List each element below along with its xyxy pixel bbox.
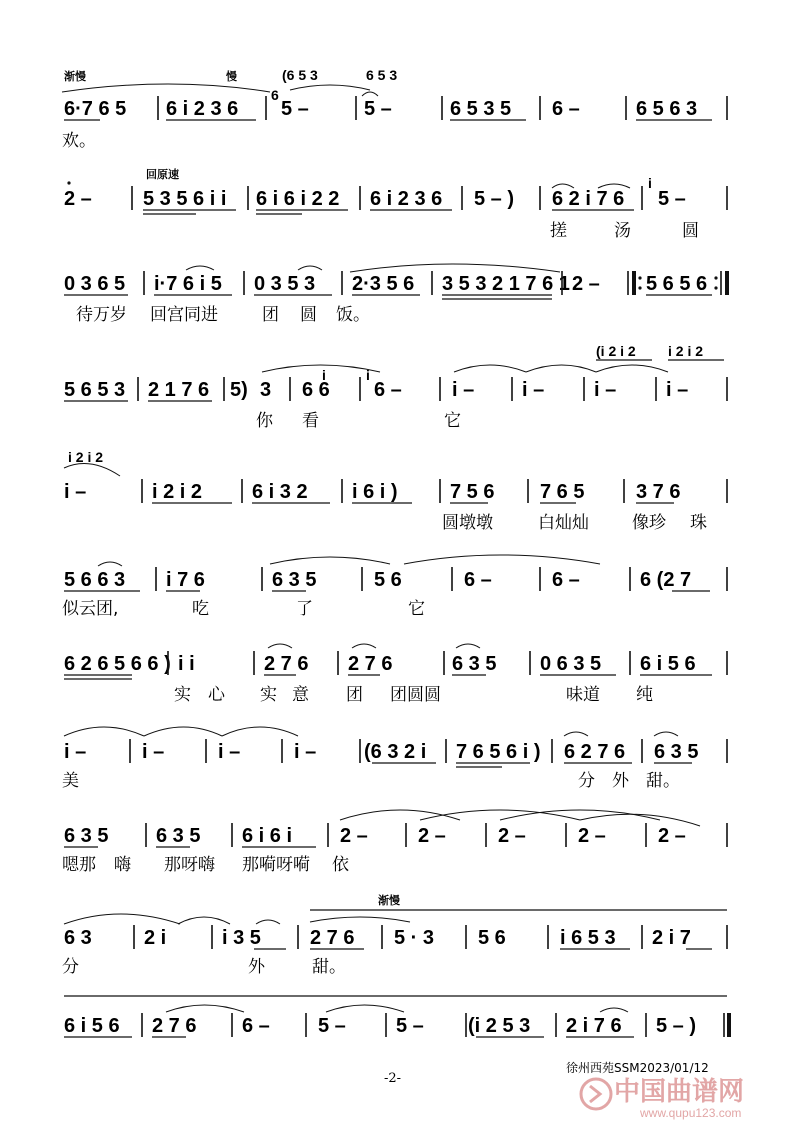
score-line-4: [64, 343, 727, 431]
measure-notes: 6 –: [242, 1015, 270, 1037]
lyric: 圆: [682, 221, 699, 241]
measure-notes: 7 6 5 6 i ): [456, 741, 541, 763]
slur: [64, 914, 180, 924]
measure-notes: 2 7 6: [348, 653, 393, 675]
lyric: 分: [62, 957, 79, 977]
tempo-mark: 慢: [226, 70, 237, 83]
slur: [262, 365, 380, 372]
measure-notes: 2 i: [144, 927, 167, 949]
measure-notes: 6 –: [552, 569, 580, 591]
slur: [270, 557, 390, 564]
lyric: 美: [62, 771, 79, 791]
slur: [500, 810, 660, 820]
measure-notes: 6 3 5: [452, 653, 497, 675]
lyric: 分: [578, 771, 595, 791]
measure-notes: 6 5 3 5: [450, 98, 512, 120]
lyric: 心: [208, 685, 225, 705]
slur: [222, 727, 298, 736]
slur: [350, 264, 560, 272]
lyric: 甜。: [312, 957, 346, 977]
measure-notes: 6 3 5: [272, 569, 317, 591]
measure-notes: 7 6 5: [540, 481, 585, 503]
lyric: 依: [332, 855, 349, 875]
lyric: 那呀嗨: [164, 855, 215, 875]
slur: [256, 920, 280, 924]
slur: [268, 644, 292, 648]
lyric: 那嗬呀嗬: [242, 855, 310, 875]
measure-notes: 5 3 5 6 i i: [143, 188, 227, 210]
measure-notes: 5 6: [374, 569, 402, 591]
measure-notes: 5): [230, 379, 248, 401]
measure-notes: i –: [64, 481, 87, 503]
lyric: 团: [346, 685, 363, 705]
watermark-site-name: 中国曲谱网: [614, 1077, 745, 1107]
measure-notes: 5 –: [318, 1015, 346, 1037]
logo-icon: [581, 1079, 611, 1109]
measure-notes: i –: [64, 741, 87, 763]
measure-notes: 5 – ): [474, 188, 515, 210]
small-notes: (i 2 i 2: [596, 343, 636, 359]
slur: [62, 84, 270, 92]
measure-notes: 6 i 6 i: [242, 825, 293, 847]
lyric: 它: [408, 599, 425, 619]
measure-notes: 6 –: [374, 379, 402, 401]
score-line-7: [64, 644, 727, 705]
measure-notes: 6 5 6 3: [636, 98, 698, 120]
measure-notes: 0 3 5 3: [254, 273, 316, 295]
lyric: 饭。: [336, 305, 370, 325]
measure-notes: 6 3: [64, 927, 92, 949]
measure-notes: 5 –: [364, 98, 392, 120]
measure-notes: 6 (2 7: [640, 569, 692, 591]
measure-notes: i 6 i ): [352, 481, 398, 503]
measure-notes: i –: [218, 741, 241, 763]
page-number: -2-: [384, 1071, 402, 1086]
measure-notes: 2 1 7 6: [148, 379, 210, 401]
lyric: 实: [174, 685, 191, 705]
score-line-11: [64, 996, 729, 1037]
measure-notes: 2 –: [572, 273, 600, 295]
lyric: 纯: [636, 685, 653, 705]
lyric: 像珍: [632, 513, 666, 533]
slur: [298, 266, 322, 270]
lyric: 搓: [550, 221, 567, 241]
measure-notes: 5 6 6 3: [64, 569, 126, 591]
measure-notes: i 3 5: [222, 927, 261, 949]
measure-notes: 5 –: [658, 188, 686, 210]
grace-note: i: [648, 175, 652, 191]
small-notes: i 2 i 2: [668, 343, 704, 359]
small-notes: i 2 i 2: [68, 449, 104, 465]
measure-notes: 3: [260, 379, 272, 401]
credit-line: 徐州西苑SSM2023/01/12: [566, 1061, 709, 1075]
measure-notes: 6 i 2 3 6: [370, 188, 443, 210]
score-line-8: [62, 727, 727, 791]
lyric: 团圆圆: [390, 685, 441, 705]
slur: [526, 365, 596, 372]
measure-notes: i i: [178, 653, 195, 675]
lyric: 白灿灿: [538, 513, 589, 533]
lyric: 看: [302, 411, 319, 431]
measure-notes: i 2 i 2: [152, 481, 203, 503]
site-watermark: [581, 1077, 744, 1120]
measure-notes: 5 6 5 6: [646, 273, 708, 295]
measure-notes: 6 i 5 6: [64, 1015, 120, 1037]
lyric: 你: [256, 411, 273, 431]
lyric: 甜。: [646, 771, 680, 791]
measure-notes: 6 3 5: [156, 825, 201, 847]
lyric: 团: [262, 305, 279, 325]
measure-notes: 5 6 5 3: [64, 379, 126, 401]
slur: [404, 555, 600, 564]
measure-notes: 6 6: [302, 379, 330, 401]
measure-notes: 2 –: [498, 825, 526, 847]
slur: [178, 917, 230, 924]
score-line-6: [62, 555, 727, 619]
slur: [596, 365, 668, 372]
measure-notes: (6 3 2 i: [364, 741, 427, 763]
slur: [64, 464, 120, 477]
slur: [310, 917, 410, 922]
measure-notes: 0 6 3 5: [540, 653, 602, 675]
measure-notes: 5 –: [281, 98, 309, 120]
measure-notes: 5 6: [478, 927, 506, 949]
measure-notes: 6 i 5 6: [640, 653, 696, 675]
lyric: 意: [292, 685, 309, 705]
score-line-1: [62, 67, 727, 151]
lyric: 待万岁: [76, 305, 127, 325]
measure-notes: 6 i 6 i 2 2: [256, 188, 340, 210]
grace-note: i: [322, 367, 326, 383]
measure-notes: 6 i 2 3 6: [166, 98, 239, 120]
lyric: 味道: [566, 685, 600, 705]
measure-notes: 2 –: [418, 825, 446, 847]
measure-notes: 5 – ): [656, 1015, 697, 1037]
lyric: 汤: [614, 221, 631, 241]
lyric: 嗯那: [62, 855, 96, 875]
fermata: [362, 92, 378, 96]
measure-notes: 7 5 6: [450, 481, 495, 503]
measure-notes: 2 –: [658, 825, 686, 847]
slur: [64, 727, 144, 736]
slur: [420, 810, 580, 820]
measure-notes: i –: [294, 741, 317, 763]
tempo-mark: 回原速: [146, 168, 179, 181]
lyric: 吃: [192, 599, 209, 619]
measure-notes: 6 2 6 5 6 6 ): [64, 653, 171, 675]
small-notes: (6 5 3: [282, 67, 318, 83]
measure-notes: 5 · 3: [394, 927, 435, 949]
measure-notes: 6 –: [552, 98, 580, 120]
slur: [144, 727, 222, 736]
score-line-10: [62, 893, 727, 977]
measure-notes: 3 5 3 2 1 7 6 1: [442, 273, 570, 295]
lyric: 实: [260, 685, 277, 705]
lyric: 珠: [690, 513, 707, 533]
measure-notes: i 6 5 3: [560, 927, 616, 949]
measure-notes: 6 2 7 6: [564, 741, 626, 763]
measure-notes: 2·3 5 6: [352, 273, 415, 295]
lyric: 外: [612, 771, 629, 791]
slur: [290, 85, 370, 90]
measure-notes: 6 2 i 7 6: [552, 188, 625, 210]
measure-notes: 2 –: [578, 825, 606, 847]
measure-notes: 6 i 3 2: [252, 481, 308, 503]
measure-notes: i –: [452, 379, 475, 401]
measure-notes: i –: [594, 379, 617, 401]
slur: [456, 644, 480, 648]
tempo-mark: 渐慢: [378, 894, 400, 907]
lyric: 了: [296, 599, 313, 619]
lyric: 圆墩墩: [442, 513, 493, 533]
measure-notes: 5 –: [396, 1015, 424, 1037]
watermark-url: www.qupu123.com: [640, 1106, 742, 1120]
measure-notes: 3 7 6: [636, 481, 681, 503]
grace-note: 6: [271, 87, 279, 103]
slur: [98, 562, 122, 566]
measure-notes: 6 –: [464, 569, 492, 591]
slur: [352, 644, 376, 648]
measure-notes: i –: [142, 741, 165, 763]
lyric: 欢。: [62, 131, 96, 151]
measure-notes: 2 i 7 6: [566, 1015, 622, 1037]
measure-notes: i·7 6 i 5: [154, 273, 222, 295]
measure-notes: i –: [666, 379, 689, 401]
score-line-9: [62, 810, 727, 875]
measure-notes: 6 3 5: [654, 741, 699, 763]
measure-notes: 6 3 5: [64, 825, 109, 847]
grace-note: i: [366, 367, 370, 383]
tempo-mark: 渐慢: [64, 70, 86, 83]
measure-notes: (i 2 5 3: [468, 1015, 531, 1037]
logo-mark-icon: [590, 1086, 600, 1102]
measure-notes: 2 i 7: [652, 927, 691, 949]
lyric: 回宫同进: [150, 305, 218, 325]
small-notes: 6 5 3: [366, 67, 398, 83]
slur: [600, 1008, 628, 1012]
score-line-5: [64, 449, 727, 533]
measure-notes: 2 –: [64, 188, 92, 210]
measure-notes: i –: [522, 379, 545, 401]
slur: [654, 732, 678, 736]
slur: [454, 365, 526, 372]
measure-notes: 0 3 6 5: [64, 273, 126, 295]
measure-notes: 6·7 6 5: [64, 98, 127, 120]
lyric: 圆: [300, 305, 317, 325]
lyric: 似云团,: [62, 599, 119, 619]
measure-notes: 2 7 6: [264, 653, 309, 675]
score-line-3: [64, 264, 727, 325]
slur: [564, 732, 588, 736]
slur: [186, 266, 214, 270]
score-line-2: [64, 167, 727, 241]
lyric: 外: [248, 957, 265, 977]
lyric: 它: [444, 411, 461, 431]
measure-notes: 2 7 6: [310, 927, 355, 949]
measure-notes: i 7 6: [166, 569, 205, 591]
slur: [326, 1005, 404, 1012]
measure-notes: 2 –: [340, 825, 368, 847]
lyric: 嗨: [114, 855, 131, 875]
measure-notes: 2 7 6: [152, 1015, 197, 1037]
slur: [166, 1005, 244, 1012]
